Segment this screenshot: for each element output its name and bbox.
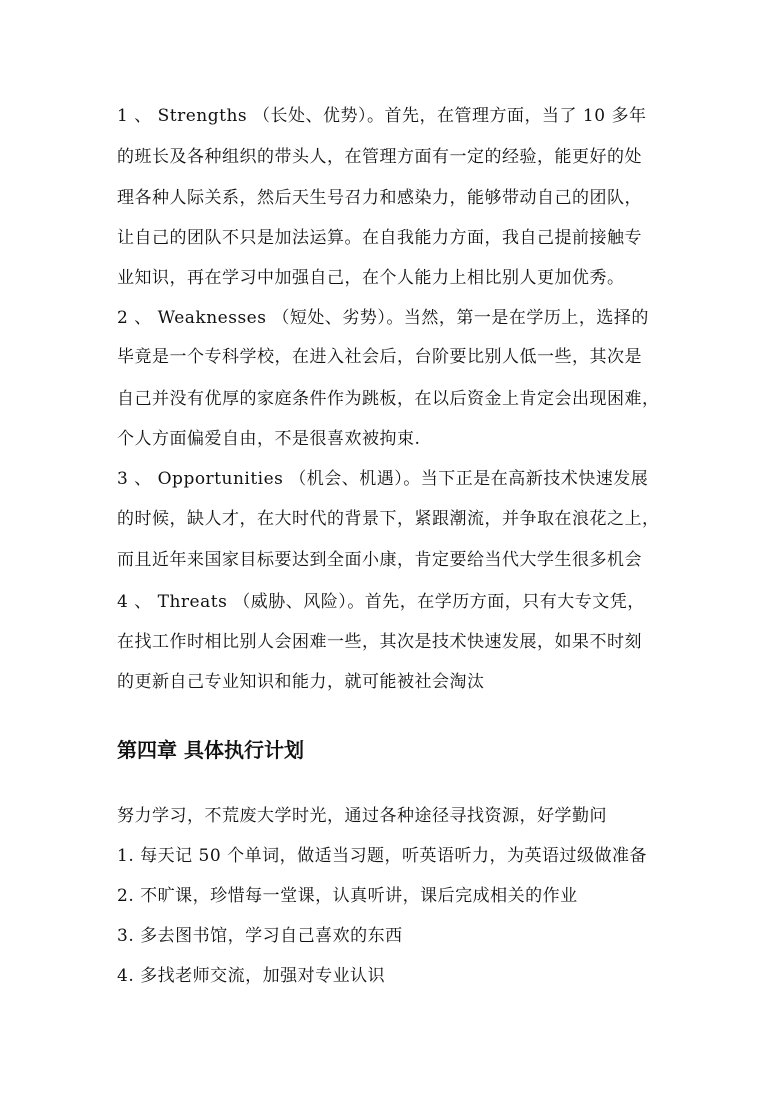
chapter-intro: 努力学习，不荒废大学时光，通过各种途径寻找资源，好学勤问	[117, 806, 607, 826]
swot-weaknesses-line-3: 自己并没有优厚的家庭条件作为跳板，在以后资金上肯定会出现困难，	[117, 389, 660, 409]
chapter-heading: 第四章 具体执行计划	[117, 738, 304, 762]
plan-item-4: 4. 多找老师交流，加强对专业认识	[117, 966, 386, 986]
swot-opportunities-line-1: 3 、 Opportunities （机会、机遇）。当下正是在高新技术快速发展	[117, 469, 649, 489]
swot-strengths-line-2: 的班长及各种组织的带头人，在管理方面有一定的经验，能更好的处	[117, 147, 642, 167]
plan-item-3: 3. 多去图书馆，学习自己喜欢的东西	[117, 926, 403, 946]
swot-strengths-line-1: 1 、 Strengths （长处、优势）。首先，在管理方面，当了 10 多年	[117, 106, 647, 126]
swot-threats-line-2: 在找工作时相比别人会困难一些，其次是技术快速发展，如果不时刻	[117, 632, 642, 652]
swot-weaknesses-line-2: 毕竟是一个专科学校，在进入社会后，台阶要比别人低一些，其次是	[117, 347, 642, 367]
swot-threats-line-3: 的更新自己专业知识和能力，就可能被社会淘汰	[117, 672, 485, 692]
swot-opportunities-line-2: 的时候，缺人才，在大时代的背景下，紧跟潮流，并争取在浪花之上，	[117, 509, 660, 529]
swot-strengths-line-3: 理各种人际关系，然后天生号召力和感染力，能够带动自己的团队，	[117, 188, 642, 208]
swot-weaknesses-line-1: 2 、 Weaknesses （短处、劣势）。当然，第一是在学历上，选择的	[117, 308, 649, 328]
swot-strengths-line-5: 业知识，再在学习中加强自己，在个人能力上相比别人更加优秀。	[117, 268, 625, 288]
plan-item-1: 1. 每天记 50 个单词，做适当习题，听英语听力，为英语过级做准备	[117, 846, 648, 866]
swot-threats-line-1: 4 、 Threats （威胁、风险）。首先，在学历方面，只有大专文凭，	[117, 592, 645, 612]
swot-weaknesses-line-4: 个人方面偏爱自由，不是很喜欢被拘束.	[117, 429, 421, 449]
swot-opportunities-line-3: 而且近年来国家目标要达到全面小康，肯定要给当代大学生很多机会	[117, 550, 642, 570]
plan-item-2: 2. 不旷课，珍惜每一堂课，认真听讲，课后完成相关的作业	[117, 886, 578, 906]
swot-strengths-line-4: 让自己的团队不只是加法运算。在自我能力方面，我自己提前接触专	[117, 228, 642, 248]
